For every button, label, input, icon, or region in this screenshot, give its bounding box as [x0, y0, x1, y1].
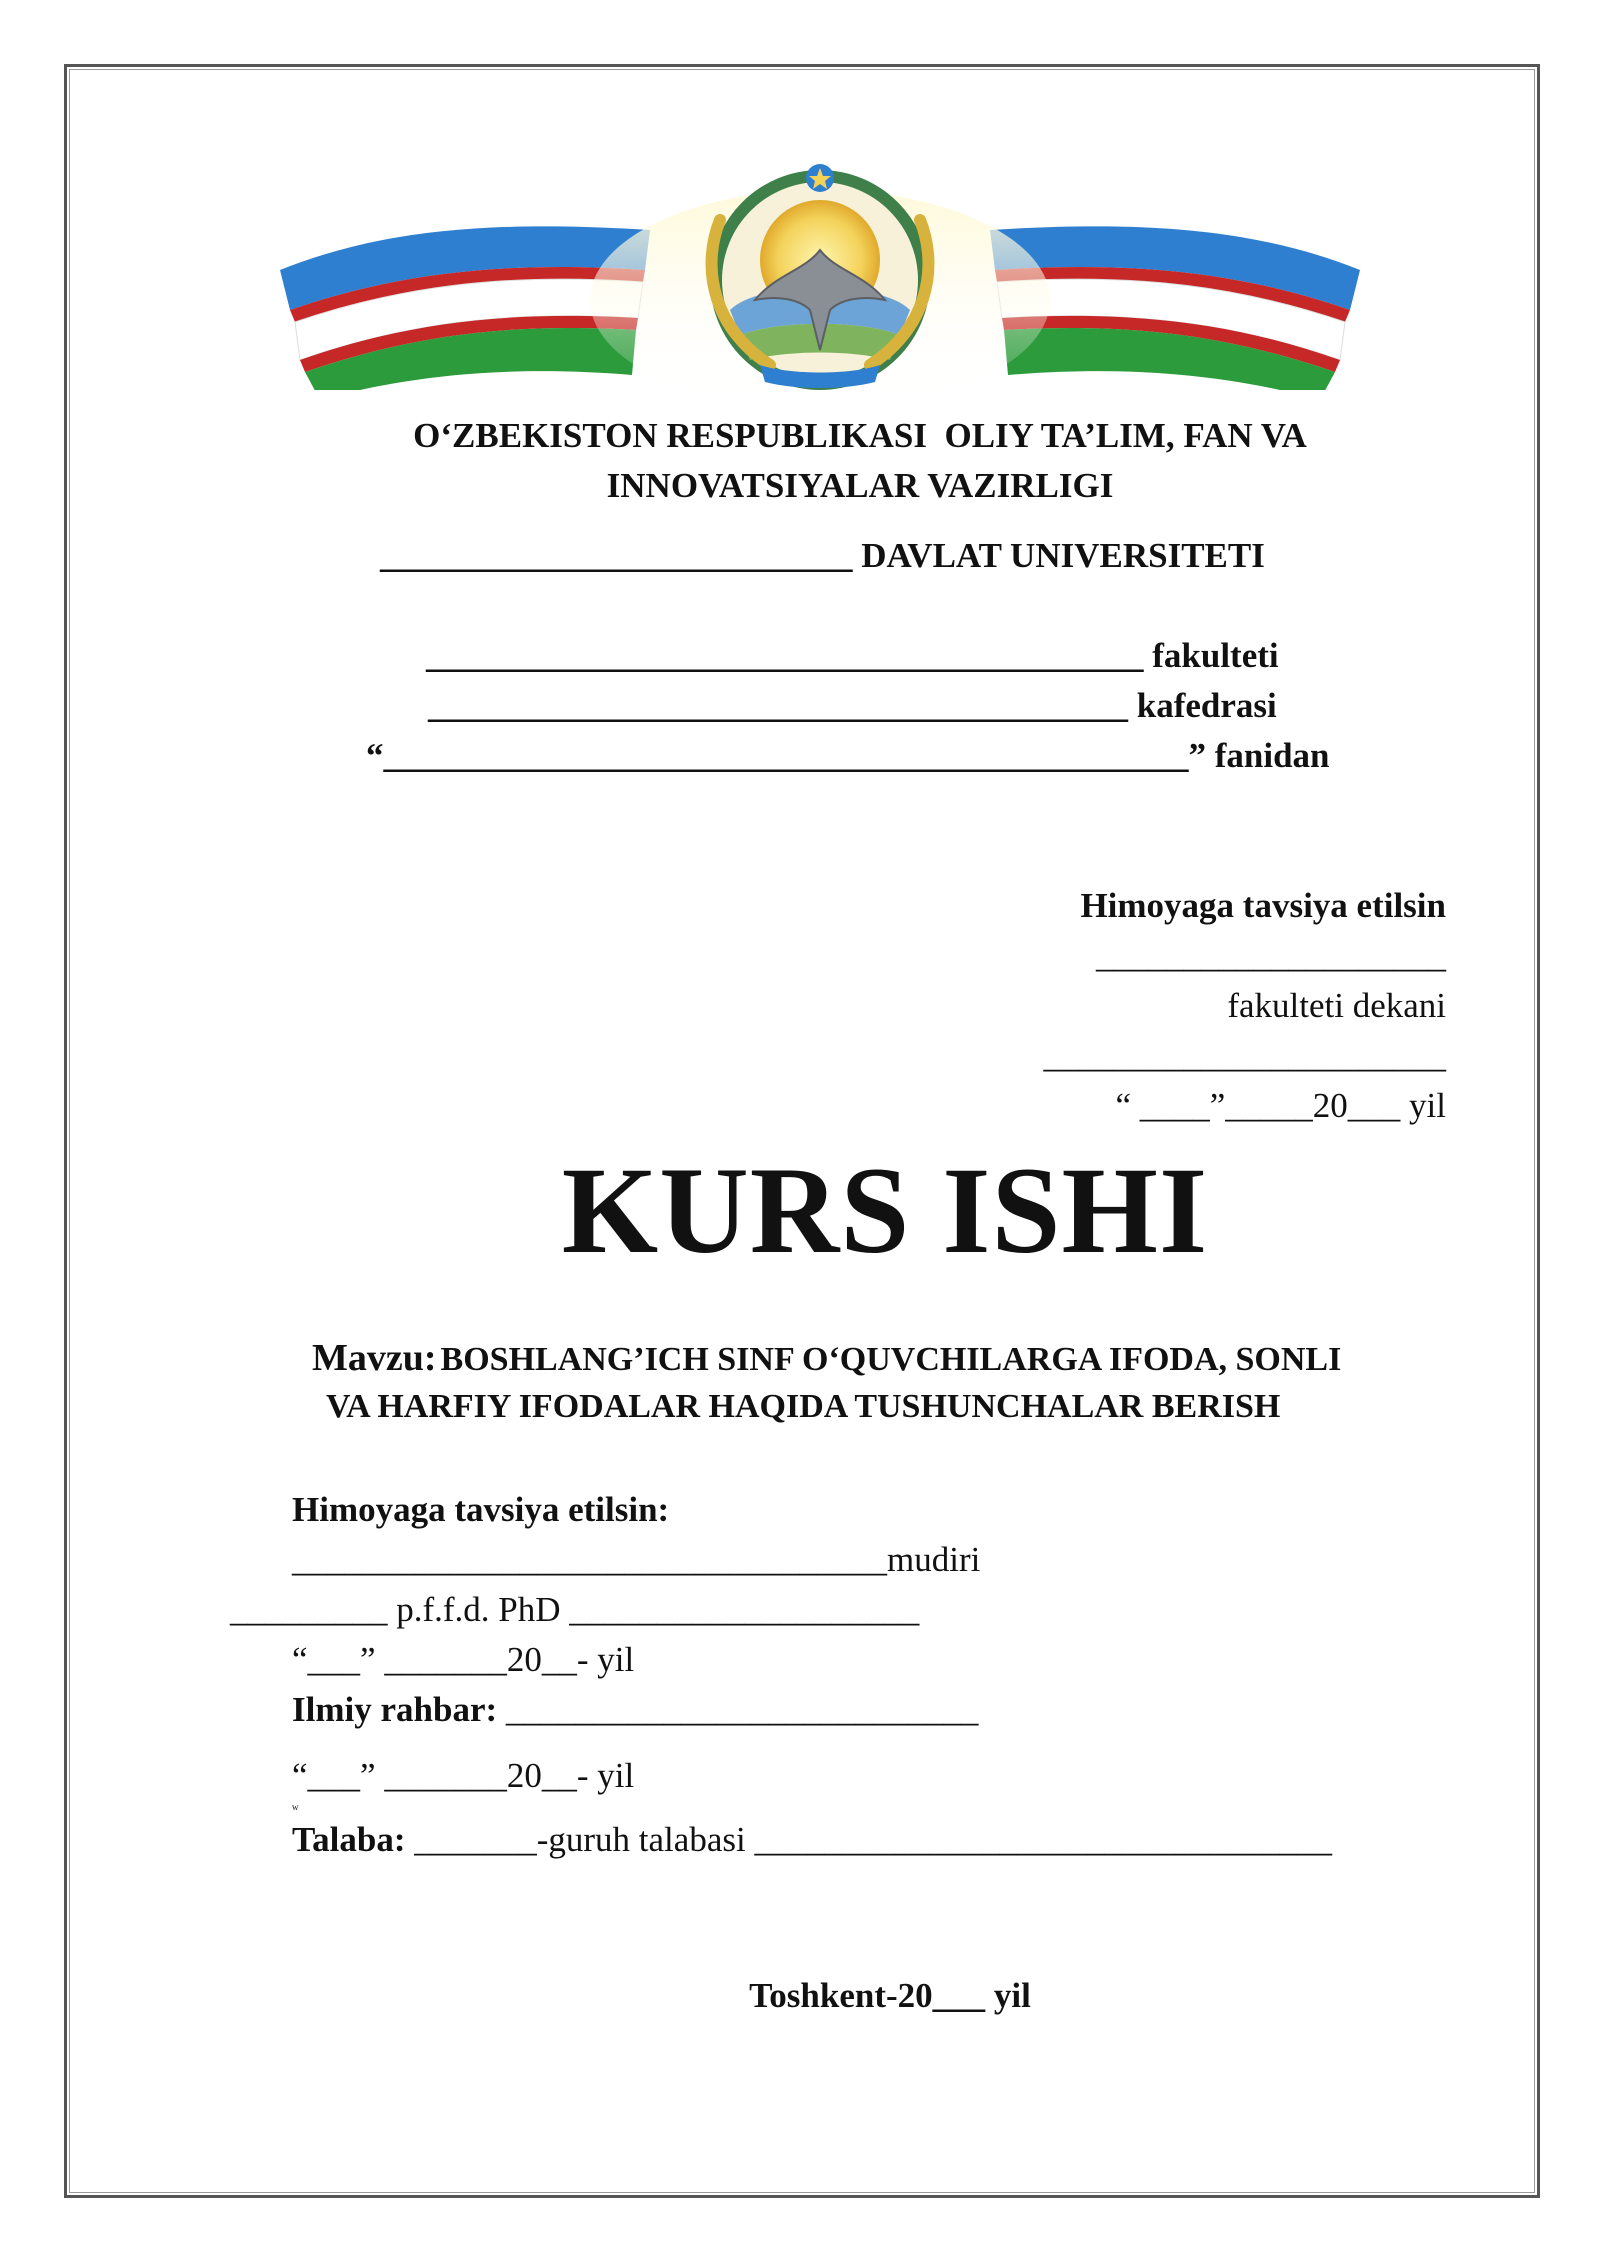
faculty-line: _________________________________________ fakulteti [426, 636, 1279, 675]
ministry-line-2: INNOVATSIYALAR VAZIRLIGI [606, 466, 1114, 505]
university-line: ___________________________ DAVLAT UNIVERSITETI [380, 536, 1265, 575]
approval-heading: Himoyaga tavsiya etilsin [1080, 886, 1446, 925]
topic-label: Mavzu: [312, 1337, 437, 1379]
subject-line: “______________________________________________” fanidan [366, 736, 1330, 775]
student-label: Talaba: [292, 1820, 406, 1859]
department-line: ________________________________________ kafedrasi [428, 686, 1277, 725]
degree-line: _________ p.f.f.d. PhD ____________________ [230, 1590, 920, 1629]
small-mark: w [292, 1802, 299, 1812]
approval-date: “ ____”_____20___ yil [1115, 1086, 1446, 1125]
topic-text-1: BOSHLANG’ICH SINF O‘QUVCHILARGA IFODA, SONLI [440, 1341, 1342, 1378]
bottom-date-1: “___” _______20__- yil [292, 1640, 635, 1679]
city-year: Toshkent-20___ yil [749, 1976, 1031, 2015]
dean-label: fakulteti dekani [1227, 986, 1446, 1025]
advisor-line [292, 1690, 978, 1730]
bottom-approval-heading: Himoyaga tavsiya etilsin: [292, 1490, 670, 1529]
topic-line-2: VA HARFIY IFODALAR HAQIDA TUSHUNCHALAR BERISH [326, 1388, 1281, 1425]
ministry-line-1: O‘ZBEKISTON RESPUBLIKASI OLIY TA’LIM, FAN VA [413, 416, 1307, 455]
bottom-date-2: “___” _______20__- yil [292, 1756, 635, 1795]
document-title: KURS ISHI [561, 1142, 1209, 1279]
state-emblem-icon [260, 160, 1380, 390]
advisor-blank: ___________________________ [497, 1690, 979, 1729]
approval-sign-line-1: ____________________ [1096, 936, 1446, 975]
head-of-department-line: __________________________________mudiri [292, 1540, 981, 1579]
student-line [292, 1820, 1332, 1860]
approval-sign-line-2: _______________________ [1043, 1036, 1446, 1075]
advisor-label: Ilmiy rahbar: [292, 1690, 498, 1729]
student-blank: _______-guruh talabasi _________________________________ [405, 1820, 1332, 1859]
topic-line-1 [312, 1336, 1341, 1380]
